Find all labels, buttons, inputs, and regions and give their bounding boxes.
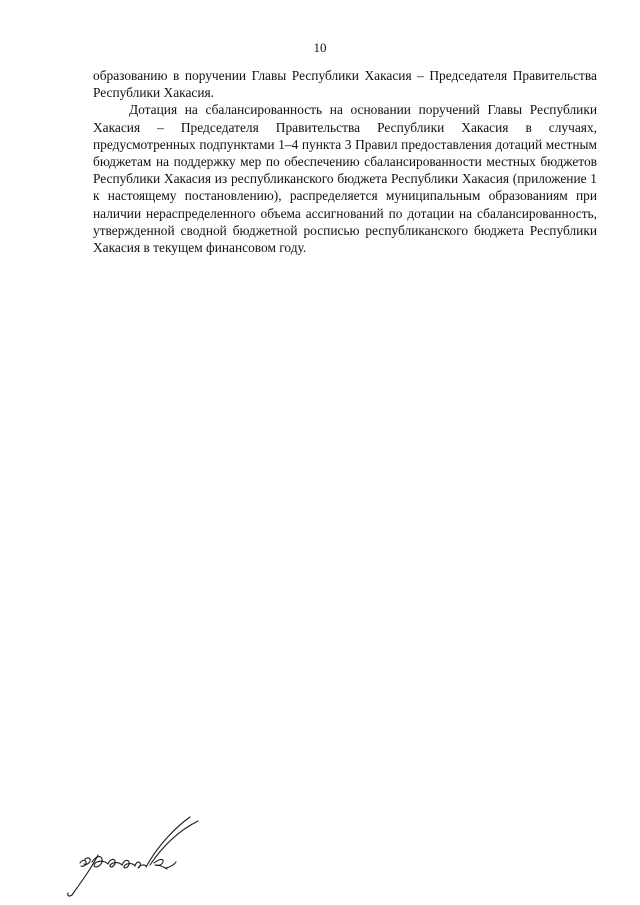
- page-number: 10: [313, 40, 327, 55]
- paragraph-balance-grant: Дотация на сбалансированность на основании поручений Главы Республики Хакасия – Председателя Правительства Республики Хакасия в случаях, предусмотренных подпунктами 1–4 пункта 3 Правил предоставления дотаций местным бюджетам на поддержку мер по обеспечению сбалансированности местных бюджетов Республики Хакасия из республиканского бюджета Республики Хакасия (приложение 1 к настоящему постановлению), распределяется муниципальным образованиям при наличии нераспределенного объема ассигнований по дотации на сбалансированность, утвержденной сводной бюджетной росписью республиканского бюджета Республики Хакасия в текущем финансовом году.: [93, 102, 597, 256]
- paragraph-continuation: образованию в поручении Главы Республики Хакасия – Председателя Правительства Республики Хакасия.: [93, 68, 597, 101]
- body-text: [93, 67, 597, 256]
- handwritten-signature: [58, 815, 228, 900]
- signature-drawing: [58, 815, 228, 900]
